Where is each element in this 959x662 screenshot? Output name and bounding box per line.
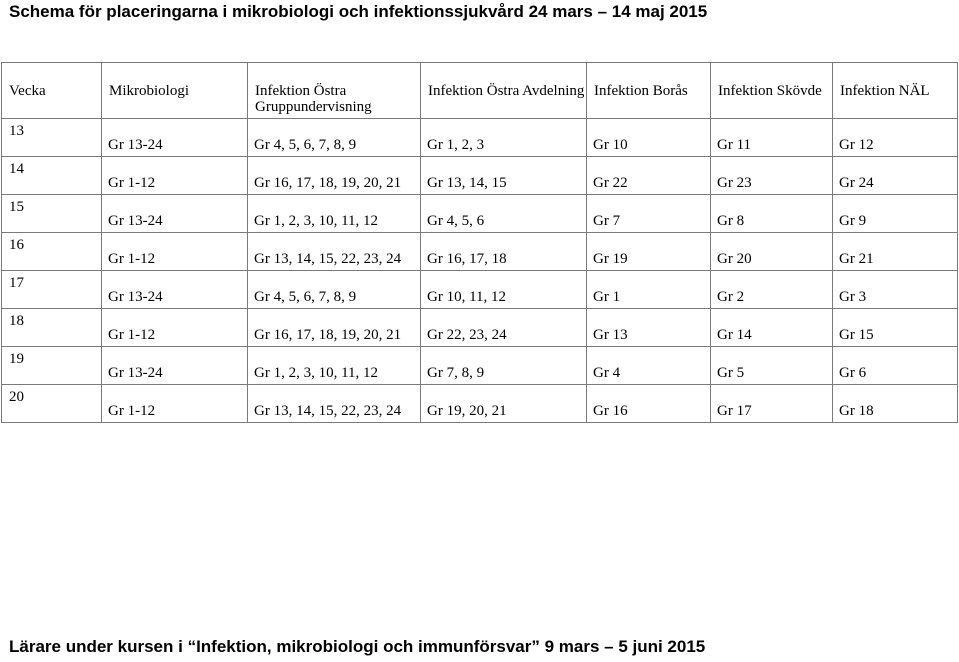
table-row	[2, 233, 958, 271]
table-cell: Gr 13-24	[102, 347, 248, 385]
teachers-footer: Lärare under kursen i “Infektion, mikrobiologi och immunförsvar” 9 mars – 5 juni 2015	[9, 637, 706, 656]
week-cell: 13	[2, 119, 102, 157]
table-cell: Gr 16	[587, 385, 711, 423]
table-cell: Gr 15	[833, 309, 958, 347]
table-row	[2, 157, 958, 195]
table-cell: Gr 2	[711, 271, 833, 309]
table-cell: Gr 1	[587, 271, 711, 309]
table-header-row	[2, 63, 958, 119]
table-cell: Gr 1-12	[102, 309, 248, 347]
column-header-ostra-grupp: Infektion Östra Gruppundervisning	[248, 63, 421, 119]
table-cell: Gr 8	[711, 195, 833, 233]
table-cell: Gr 4, 5, 6, 7, 8, 9	[248, 119, 421, 157]
week-cell: 20	[2, 385, 102, 423]
table-cell: Gr 13, 14, 15, 22, 23, 24	[248, 233, 421, 271]
week-cell: 16	[2, 233, 102, 271]
table-cell: Gr 1-12	[102, 157, 248, 195]
column-header-week: Vecka	[2, 63, 102, 119]
week-cell: 18	[2, 309, 102, 347]
table-cell: Gr 22, 23, 24	[421, 309, 587, 347]
table-cell: Gr 19, 20, 21	[421, 385, 587, 423]
table-cell: Gr 1-12	[102, 233, 248, 271]
table-cell: Gr 23	[711, 157, 833, 195]
table-row	[2, 119, 958, 157]
table-row	[2, 347, 958, 385]
table-cell: Gr 4	[587, 347, 711, 385]
table-cell: Gr 1, 2, 3, 10, 11, 12	[248, 347, 421, 385]
table-cell: Gr 6	[833, 347, 958, 385]
table-row	[2, 195, 958, 233]
table-cell: Gr 16, 17, 18, 19, 20, 21	[248, 309, 421, 347]
table-cell: Gr 12	[833, 119, 958, 157]
table-cell: Gr 19	[587, 233, 711, 271]
table-cell: Gr 13	[587, 309, 711, 347]
table-cell: Gr 7, 8, 9	[421, 347, 587, 385]
column-header-nal: Infektion NÄL	[833, 63, 958, 119]
week-cell: 14	[2, 157, 102, 195]
table-cell: Gr 10	[587, 119, 711, 157]
table-cell: Gr 16, 17, 18, 19, 20, 21	[248, 157, 421, 195]
page-title: Schema för placeringarna i mikrobiologi och infektionssjukvård 24 mars – 14 maj 2015	[9, 2, 708, 21]
table-cell: Gr 20	[711, 233, 833, 271]
schedule-table	[1, 62, 958, 423]
table-cell: Gr 16, 17, 18	[421, 233, 587, 271]
table-cell: Gr 14	[711, 309, 833, 347]
table-cell: Gr 4, 5, 6	[421, 195, 587, 233]
table-row	[2, 309, 958, 347]
table-cell: Gr 1-12	[102, 385, 248, 423]
table-cell: Gr 17	[711, 385, 833, 423]
table-row	[2, 271, 958, 309]
table-cell: Gr 9	[833, 195, 958, 233]
column-header-ostra-avdelning: Infektion Östra Avdelning	[421, 63, 587, 119]
table-row	[2, 385, 958, 423]
table-cell: Gr 24	[833, 157, 958, 195]
column-header-boras: Infektion Borås	[587, 63, 711, 119]
table-cell: Gr 7	[587, 195, 711, 233]
table-cell: Gr 5	[711, 347, 833, 385]
table-cell: Gr 13-24	[102, 119, 248, 157]
column-header-skovde: Infektion Skövde	[711, 63, 833, 119]
table-cell: Gr 18	[833, 385, 958, 423]
table-cell: Gr 22	[587, 157, 711, 195]
table-cell: Gr 13, 14, 15, 22, 23, 24	[248, 385, 421, 423]
table-cell: Gr 4, 5, 6, 7, 8, 9	[248, 271, 421, 309]
table-cell: Gr 13, 14, 15	[421, 157, 587, 195]
table-cell: Gr 11	[711, 119, 833, 157]
table-cell: Gr 13-24	[102, 195, 248, 233]
table-cell: Gr 1, 2, 3	[421, 119, 587, 157]
week-cell: 19	[2, 347, 102, 385]
column-header-mikrobiologi: Mikrobiologi	[102, 63, 248, 119]
table-cell: Gr 3	[833, 271, 958, 309]
table-cell: Gr 21	[833, 233, 958, 271]
table-cell: Gr 13-24	[102, 271, 248, 309]
week-cell: 15	[2, 195, 102, 233]
table-cell: Gr 1, 2, 3, 10, 11, 12	[248, 195, 421, 233]
table-cell: Gr 10, 11, 12	[421, 271, 587, 309]
week-cell: 17	[2, 271, 102, 309]
